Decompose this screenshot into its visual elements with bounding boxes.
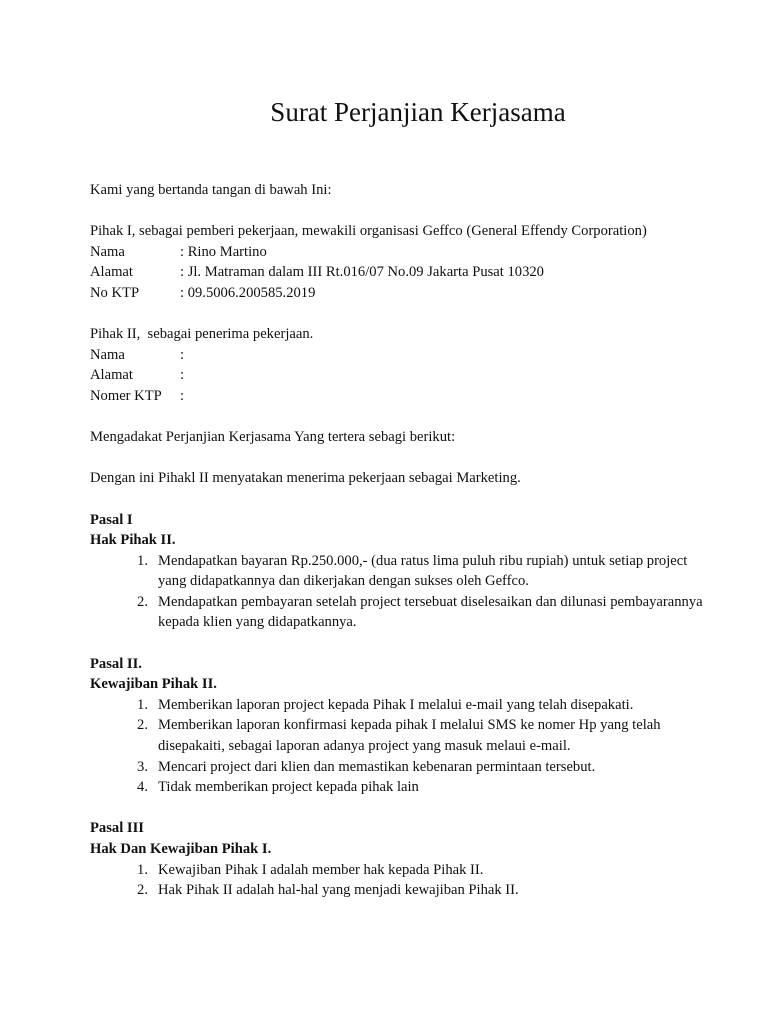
field-label: Nomer KTP xyxy=(90,387,162,404)
pasal-title: Pasal I xyxy=(90,511,133,528)
spacer xyxy=(90,407,710,428)
field-value: : xyxy=(180,346,185,363)
list-text: Memberikan laporan konfirmasi kepada pihak I melalui SMS ke nomer Hp yang telah disepakaiti, sebagai laporan adanya project yang masuk melaui e-mail. xyxy=(158,717,661,755)
pihak2-field-nama xyxy=(90,345,710,366)
pihak2-heading: Pihak II, sebagai penerima pekerjaan. xyxy=(90,326,314,343)
pasal-title: Pasal II. xyxy=(90,655,142,672)
field-label: Alamat xyxy=(90,367,133,384)
field-label: Nama xyxy=(90,243,125,260)
spacer xyxy=(90,201,710,222)
list-number: 2. xyxy=(137,593,148,610)
list-text: Kewajiban Pihak I adalah member hak kepada Pihak II. xyxy=(158,861,484,878)
pasal-subtitle: Kewajiban Pihak II. xyxy=(90,676,217,693)
pihak1-field-nama xyxy=(90,242,710,263)
document-page xyxy=(90,92,710,901)
spacer xyxy=(90,448,710,469)
list-item xyxy=(90,880,710,901)
list-number: 4. xyxy=(137,779,148,796)
pasal-list xyxy=(90,860,710,901)
pasal-subtitle: Hak Dan Kewajiban Pihak I. xyxy=(90,841,272,857)
list-number: 1. xyxy=(137,861,148,878)
field-value: : xyxy=(180,367,185,384)
list-number: 3. xyxy=(137,758,148,775)
field-label: Nama xyxy=(90,346,125,363)
field-value: : Rino Martino xyxy=(180,243,267,260)
pasal-list xyxy=(90,695,710,798)
statement-agreement: Mengadakat Perjanjian Kerjasama Yang tertera sebagi berikut: xyxy=(90,429,456,446)
list-number: 2. xyxy=(137,717,148,734)
list-text: Hak Pihak II adalah hal-hal yang menjadi kewajiban Pihak II. xyxy=(158,882,519,899)
list-item xyxy=(90,715,710,756)
list-text: Mendapatkan bayaran Rp.250.000,- (dua ratus lima puluh ribu rupiah) untuk setiap project yang didapatkannya dan dikerjakan dengan sukses oleh Geffco. xyxy=(158,552,688,590)
pasal-title: Pasal III xyxy=(90,820,144,837)
field-value: : Jl. Matraman dalam III Rt.016/07 No.09 Jakarta Pusat 10320 xyxy=(180,264,544,281)
list-item xyxy=(90,777,710,798)
field-label: Alamat xyxy=(90,264,133,281)
pasal-subtitle: Hak Pihak II. xyxy=(90,532,176,549)
list-number: 1. xyxy=(137,696,148,713)
pihak1-heading: Pihak I, sebagai pemberi pekerjaan, mewakili organisasi Geffco (General Effendy Corporation) xyxy=(90,223,647,240)
list-item xyxy=(90,757,710,778)
pihak1-field-alamat xyxy=(90,262,710,283)
pasal-list xyxy=(90,551,710,633)
spacer xyxy=(90,798,710,819)
pihak2-field-alamat xyxy=(90,365,710,386)
field-value: : xyxy=(180,387,185,404)
list-text: Memberikan laporan project kepada Pihak I melalui e-mail yang telah disepakati. xyxy=(158,696,634,713)
list-number: 2. xyxy=(137,882,148,899)
list-item xyxy=(90,592,710,633)
list-item xyxy=(90,551,710,592)
pihak2-field-ktp xyxy=(90,386,710,407)
spacer xyxy=(90,304,710,325)
spacer xyxy=(90,489,710,510)
pihak1-field-ktp xyxy=(90,283,710,304)
list-text: Tidak memberikan project kepada pihak lain xyxy=(158,779,419,796)
intro-text: Kami yang bertanda tangan di bawah Ini: xyxy=(90,182,332,198)
list-item xyxy=(90,695,710,716)
list-item xyxy=(90,860,710,881)
statement-marketing: Dengan ini Pihakl II menyatakan menerima pekerjaan sebagai Marketing. xyxy=(90,470,521,487)
spacer xyxy=(90,633,710,654)
field-value: : 09.5006.200585.2019 xyxy=(180,284,316,301)
field-label: No KTP xyxy=(90,284,140,301)
list-text: Mencari project dari klien dan memastikan kebenaran permintaan tersebut. xyxy=(158,758,596,775)
document-title: Surat Perjanjian Kerjasama xyxy=(270,97,566,127)
list-text: Mendapatkan pembayaran setelah project tersebuat diselesaikan dan dilunasi pembayarannya kepada klien yang didapatkannya. xyxy=(158,593,703,631)
list-number: 1. xyxy=(137,552,148,569)
